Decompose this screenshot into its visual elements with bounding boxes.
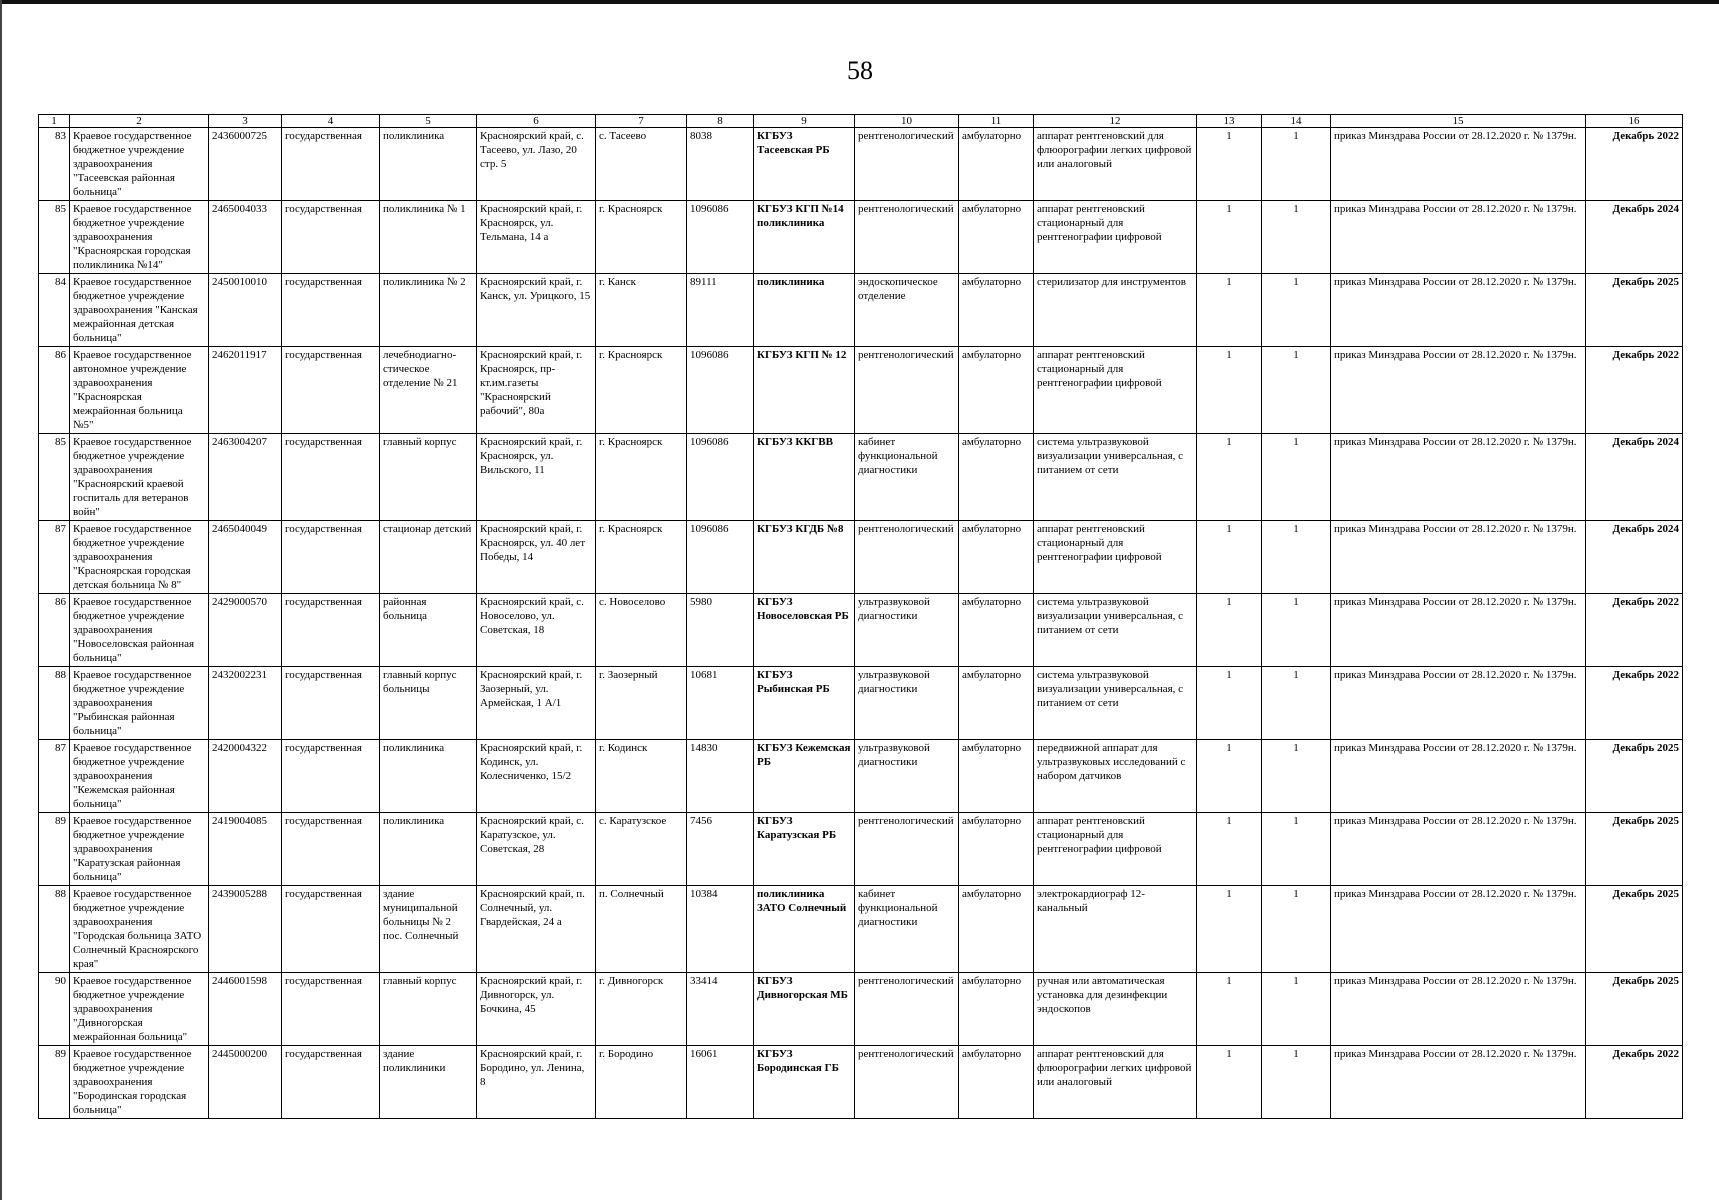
department-cell: рентгенологический <box>855 201 959 274</box>
subdivision-cell: поликлиника № 1 <box>380 201 477 274</box>
inn-cell: 2463004207 <box>209 434 282 521</box>
short-name-cell: поликлиника ЗАТО Солнечный <box>754 886 855 973</box>
regulation-cell: приказ Минздрава России от 28.12.2020 г. № 1379н. <box>1331 274 1586 347</box>
column-header: 12 <box>1034 115 1197 128</box>
due-date-cell: Декабрь 2025 <box>1586 973 1683 1046</box>
population-cell: 1096086 <box>687 201 754 274</box>
subdivision-cell: главный корпус <box>380 973 477 1046</box>
row-number-cell: 87 <box>39 740 70 813</box>
inn-cell: 2446001598 <box>209 973 282 1046</box>
care-mode-cell: амбулаторно <box>959 973 1034 1046</box>
row-number-cell: 83 <box>39 128 70 201</box>
due-date-cell: Декабрь 2024 <box>1586 521 1683 594</box>
row-number-cell: 84 <box>39 274 70 347</box>
regulation-cell: приказ Минздрава России от 28.12.2020 г. № 1379н. <box>1331 128 1586 201</box>
locality-cell: г. Красноярск <box>596 347 687 434</box>
short-name-cell: КГБУЗ Бородинская ГБ <box>754 1046 855 1119</box>
quantity-required-cell: 1 <box>1197 1046 1262 1119</box>
short-name-cell: КГБУЗ Рыбинская РБ <box>754 667 855 740</box>
row-number-cell: 85 <box>39 434 70 521</box>
row-number-cell: 89 <box>39 1046 70 1119</box>
address-cell: Красноярский край, г. Красноярск, ул. 40 лет Победы, 14 <box>477 521 596 594</box>
equipment-cell: система ультразвуковой визуализации универсальная, с питанием от сети <box>1034 434 1197 521</box>
quantity-planned-cell: 1 <box>1262 521 1331 594</box>
short-name-cell: КГБУЗ КГП №14 поликлиника <box>754 201 855 274</box>
population-cell: 1096086 <box>687 347 754 434</box>
ownership-type-cell: государственная <box>282 667 380 740</box>
due-date-cell: Декабрь 2025 <box>1586 740 1683 813</box>
quantity-required-cell: 1 <box>1197 274 1262 347</box>
organization-cell: Краевое государственное бюджетное учреждение здравоохранения "Красноярская городская поликлиника №14" <box>70 201 209 274</box>
quantity-required-cell: 1 <box>1197 434 1262 521</box>
address-cell: Красноярский край, п. Солнечный, ул. Гвардейская, 24 а <box>477 886 596 973</box>
short-name-cell: КГБУЗ Новоселовская РБ <box>754 594 855 667</box>
population-cell: 10384 <box>687 886 754 973</box>
quantity-required-cell: 1 <box>1197 886 1262 973</box>
short-name-cell: КГБУЗ КГДБ №8 <box>754 521 855 594</box>
locality-cell: г. Красноярск <box>596 201 687 274</box>
organization-cell: Краевое государственное бюджетное учреждение здравоохранения "Кежемская районная больница" <box>70 740 209 813</box>
equipment-cell: аппарат рентгеновский стационарный для рентгенографии цифровой <box>1034 521 1197 594</box>
organization-cell: Краевое государственное бюджетное учреждение здравоохранения "Городская больница ЗАТО Солнечный Красноярского края" <box>70 886 209 973</box>
department-cell: рентгенологический <box>855 813 959 886</box>
equipment-cell: аппарат рентгеновский стационарный для рентгенографии цифровой <box>1034 347 1197 434</box>
organization-cell: Краевое государственное бюджетное учреждение здравоохранения "Новоселовская районная больница" <box>70 594 209 667</box>
subdivision-cell: здание поликлиники <box>380 1046 477 1119</box>
equipment-cell: система ультразвуковой визуализации универсальная, с питанием от сети <box>1034 594 1197 667</box>
row-number-cell: 88 <box>39 667 70 740</box>
department-cell: эндоскопическое отделение <box>855 274 959 347</box>
equipment-cell: система ультразвуковой визуализации универсальная, с питанием от сети <box>1034 667 1197 740</box>
care-mode-cell: амбулаторно <box>959 434 1034 521</box>
address-cell: Красноярский край, г. Дивногорск, ул. Бочкина, 45 <box>477 973 596 1046</box>
organization-cell: Краевое государственное бюджетное учреждение здравоохранения "Каратузская районная больница" <box>70 813 209 886</box>
department-cell: рентгенологический <box>855 347 959 434</box>
quantity-planned-cell: 1 <box>1262 128 1331 201</box>
quantity-planned-cell: 1 <box>1262 201 1331 274</box>
due-date-cell: Декабрь 2022 <box>1586 347 1683 434</box>
subdivision-cell: здание муниципальной больницы № 2 пос. Солнечный <box>380 886 477 973</box>
care-mode-cell: амбулаторно <box>959 201 1034 274</box>
regulation-cell: приказ Минздрава России от 28.12.2020 г. № 1379н. <box>1331 1046 1586 1119</box>
table-row <box>39 128 1683 201</box>
regulation-cell: приказ Минздрава России от 28.12.2020 г. № 1379н. <box>1331 521 1586 594</box>
care-mode-cell: амбулаторно <box>959 274 1034 347</box>
inn-cell: 2419004085 <box>209 813 282 886</box>
column-header: 7 <box>596 115 687 128</box>
address-cell: Красноярский край, г. Бородино, ул. Ленина, 8 <box>477 1046 596 1119</box>
column-header: 16 <box>1586 115 1683 128</box>
quantity-required-cell: 1 <box>1197 347 1262 434</box>
department-cell: рентгенологический <box>855 973 959 1046</box>
regulation-cell: приказ Минздрава России от 28.12.2020 г. № 1379н. <box>1331 740 1586 813</box>
inn-cell: 2445000200 <box>209 1046 282 1119</box>
care-mode-cell: амбулаторно <box>959 740 1034 813</box>
quantity-planned-cell: 1 <box>1262 667 1331 740</box>
column-header: 13 <box>1197 115 1262 128</box>
due-date-cell: Декабрь 2022 <box>1586 128 1683 201</box>
quantity-required-cell: 1 <box>1197 973 1262 1046</box>
equipment-cell: ручная или автоматическая установка для дезинфекции эндоскопов <box>1034 973 1197 1046</box>
short-name-cell: поликлиника <box>754 274 855 347</box>
inn-cell: 2439005288 <box>209 886 282 973</box>
regulation-cell: приказ Минздрава России от 28.12.2020 г. № 1379н. <box>1331 973 1586 1046</box>
ownership-type-cell: государственная <box>282 813 380 886</box>
locality-cell: г. Дивногорск <box>596 973 687 1046</box>
ownership-type-cell: государственная <box>282 740 380 813</box>
population-cell: 1096086 <box>687 521 754 594</box>
equipment-cell: передвижной аппарат для ультразвуковых исследований с набором датчиков <box>1034 740 1197 813</box>
due-date-cell: Декабрь 2022 <box>1586 1046 1683 1119</box>
locality-cell: с. Тасеево <box>596 128 687 201</box>
equipment-cell: аппарат рентгеновский для флюорографии легких цифровой или аналоговый <box>1034 128 1197 201</box>
inn-cell: 2465040049 <box>209 521 282 594</box>
population-cell: 5980 <box>687 594 754 667</box>
equipment-cell: стерилизатор для инструментов <box>1034 274 1197 347</box>
department-cell: рентгенологический <box>855 521 959 594</box>
ownership-type-cell: государственная <box>282 594 380 667</box>
inn-cell: 2462011917 <box>209 347 282 434</box>
subdivision-cell: поликлиника <box>380 128 477 201</box>
quantity-planned-cell: 1 <box>1262 274 1331 347</box>
quantity-planned-cell: 1 <box>1262 434 1331 521</box>
address-cell: Красноярский край, г. Красноярск, ул. Вильского, 11 <box>477 434 596 521</box>
table-row <box>39 813 1683 886</box>
ownership-type-cell: государственная <box>282 434 380 521</box>
population-cell: 33414 <box>687 973 754 1046</box>
subdivision-cell: поликлиника <box>380 740 477 813</box>
address-cell: Красноярский край, г. Красноярск, ул. Тельмана, 14 а <box>477 201 596 274</box>
population-cell: 1096086 <box>687 434 754 521</box>
regulation-cell: приказ Минздрава России от 28.12.2020 г. № 1379н. <box>1331 594 1586 667</box>
column-header: 8 <box>687 115 754 128</box>
row-number-cell: 87 <box>39 521 70 594</box>
quantity-planned-cell: 1 <box>1262 973 1331 1046</box>
column-header: 10 <box>855 115 959 128</box>
ownership-type-cell: государственная <box>282 347 380 434</box>
column-header: 4 <box>282 115 380 128</box>
table-row <box>39 274 1683 347</box>
row-number-cell: 90 <box>39 973 70 1046</box>
care-mode-cell: амбулаторно <box>959 1046 1034 1119</box>
care-mode-cell: амбулаторно <box>959 813 1034 886</box>
address-cell: Красноярский край, г. Заозерный, ул. Армейская, 1 А/1 <box>477 667 596 740</box>
table-row <box>39 740 1683 813</box>
inn-cell: 2429000570 <box>209 594 282 667</box>
quantity-planned-cell: 1 <box>1262 813 1331 886</box>
population-cell: 8038 <box>687 128 754 201</box>
equipment-register-table <box>38 114 1683 1119</box>
scan-top-edge <box>0 0 1719 4</box>
locality-cell: с. Каратузское <box>596 813 687 886</box>
due-date-cell: Декабрь 2025 <box>1586 886 1683 973</box>
quantity-planned-cell: 1 <box>1262 594 1331 667</box>
table-row <box>39 201 1683 274</box>
column-header: 9 <box>754 115 855 128</box>
department-cell: ультразвуковой диагностики <box>855 740 959 813</box>
regulation-cell: приказ Минздрава России от 28.12.2020 г. № 1379н. <box>1331 201 1586 274</box>
due-date-cell: Декабрь 2025 <box>1586 274 1683 347</box>
regulation-cell: приказ Минздрава России от 28.12.2020 г. № 1379н. <box>1331 347 1586 434</box>
equipment-cell: электрокардиограф 12-канальный <box>1034 886 1197 973</box>
table-row <box>39 973 1683 1046</box>
organization-cell: Краевое государственное бюджетное учреждение здравоохранения "Бородинская городская больница" <box>70 1046 209 1119</box>
address-cell: Красноярский край, с. Тасеево, ул. Лазо, 20 стр. 5 <box>477 128 596 201</box>
due-date-cell: Декабрь 2024 <box>1586 434 1683 521</box>
ownership-type-cell: государственная <box>282 973 380 1046</box>
ownership-type-cell: государственная <box>282 128 380 201</box>
subdivision-cell: главный корпус больницы <box>380 667 477 740</box>
inn-cell: 2436000725 <box>209 128 282 201</box>
locality-cell: п. Солнечный <box>596 886 687 973</box>
subdivision-cell: районная больница <box>380 594 477 667</box>
care-mode-cell: амбулаторно <box>959 886 1034 973</box>
scan-left-edge <box>0 0 2 1200</box>
organization-cell: Краевое государственное автономное учреждение здравоохранения "Красноярская межрайонная больница №5" <box>70 347 209 434</box>
care-mode-cell: амбулаторно <box>959 128 1034 201</box>
row-number-cell: 88 <box>39 886 70 973</box>
column-header: 3 <box>209 115 282 128</box>
quantity-required-cell: 1 <box>1197 594 1262 667</box>
due-date-cell: Декабрь 2022 <box>1586 667 1683 740</box>
department-cell: рентгенологический <box>855 128 959 201</box>
subdivision-cell: поликлиника № 2 <box>380 274 477 347</box>
quantity-required-cell: 1 <box>1197 201 1262 274</box>
quantity-planned-cell: 1 <box>1262 886 1331 973</box>
table-row <box>39 594 1683 667</box>
inn-cell: 2420004322 <box>209 740 282 813</box>
short-name-cell: КГБУЗ Дивногорская МБ <box>754 973 855 1046</box>
department-cell: кабинет функциональной диагностики <box>855 886 959 973</box>
organization-cell: Краевое государственное бюджетное учреждение здравоохранения "Красноярская городская детская больница № 8" <box>70 521 209 594</box>
row-number-cell: 85 <box>39 201 70 274</box>
department-cell: ультразвуковой диагностики <box>855 594 959 667</box>
locality-cell: г. Красноярск <box>596 521 687 594</box>
column-number-row <box>39 115 1683 128</box>
quantity-planned-cell: 1 <box>1262 740 1331 813</box>
care-mode-cell: амбулаторно <box>959 347 1034 434</box>
ownership-type-cell: государственная <box>282 1046 380 1119</box>
care-mode-cell: амбулаторно <box>959 667 1034 740</box>
column-header: 5 <box>380 115 477 128</box>
subdivision-cell: лечебнодиагно-стическое отделение № 21 <box>380 347 477 434</box>
row-number-cell: 86 <box>39 347 70 434</box>
population-cell: 89111 <box>687 274 754 347</box>
short-name-cell: КГБУЗ ККГВВ <box>754 434 855 521</box>
ownership-type-cell: государственная <box>282 886 380 973</box>
equipment-cell: аппарат рентгеновский стационарный для рентгенографии цифровой <box>1034 813 1197 886</box>
population-cell: 16061 <box>687 1046 754 1119</box>
population-cell: 14830 <box>687 740 754 813</box>
column-header: 2 <box>70 115 209 128</box>
population-cell: 7456 <box>687 813 754 886</box>
locality-cell: г. Красноярск <box>596 434 687 521</box>
quantity-required-cell: 1 <box>1197 813 1262 886</box>
table-row <box>39 521 1683 594</box>
quantity-required-cell: 1 <box>1197 667 1262 740</box>
due-date-cell: Декабрь 2024 <box>1586 201 1683 274</box>
organization-cell: Краевое государственное бюджетное учреждение здравоохранения "Дивногорская межрайонная больница" <box>70 973 209 1046</box>
quantity-required-cell: 1 <box>1197 128 1262 201</box>
subdivision-cell: поликлиника <box>380 813 477 886</box>
table-row <box>39 434 1683 521</box>
locality-cell: г. Кодинск <box>596 740 687 813</box>
organization-cell: Краевое государственное бюджетное учреждение здравоохранения "Канская межрайонная детская больница" <box>70 274 209 347</box>
care-mode-cell: амбулаторно <box>959 521 1034 594</box>
address-cell: Красноярский край, с. Каратузское, ул. Советская, 28 <box>477 813 596 886</box>
department-cell: кабинет функциональной диагностики <box>855 434 959 521</box>
table-row <box>39 886 1683 973</box>
column-header: 11 <box>959 115 1034 128</box>
population-cell: 10681 <box>687 667 754 740</box>
short-name-cell: КГБУЗ Каратузская РБ <box>754 813 855 886</box>
short-name-cell: КГБУЗ Тасеевская РБ <box>754 128 855 201</box>
page-number: 58 <box>847 56 873 85</box>
equipment-cell: аппарат рентгеновский для флюорографии легких цифровой или аналоговый <box>1034 1046 1197 1119</box>
short-name-cell: КГБУЗ КГП № 12 <box>754 347 855 434</box>
quantity-required-cell: 1 <box>1197 740 1262 813</box>
locality-cell: г. Бородино <box>596 1046 687 1119</box>
locality-cell: с. Новоселово <box>596 594 687 667</box>
regulation-cell: приказ Минздрава России от 28.12.2020 г. № 1379н. <box>1331 434 1586 521</box>
quantity-planned-cell: 1 <box>1262 1046 1331 1119</box>
short-name-cell: КГБУЗ Кежемская РБ <box>754 740 855 813</box>
organization-cell: Краевое государственное бюджетное учреждение здравоохранения "Рыбинская районная больница" <box>70 667 209 740</box>
department-cell: ультразвуковой диагностики <box>855 667 959 740</box>
ownership-type-cell: государственная <box>282 521 380 594</box>
ownership-type-cell: государственная <box>282 201 380 274</box>
organization-cell: Краевое государственное бюджетное учреждение здравоохранения "Красноярский краевой госпиталь для ветеранов войн" <box>70 434 209 521</box>
address-cell: Красноярский край, г. Красноярск, пр-кт.им.газеты "Красноярский рабочий", 80а <box>477 347 596 434</box>
register-body <box>39 128 1683 1119</box>
care-mode-cell: амбулаторно <box>959 594 1034 667</box>
organization-cell: Краевое государственное бюджетное учреждение здравоохранения "Тасеевская районная больница" <box>70 128 209 201</box>
locality-cell: г. Канск <box>596 274 687 347</box>
table-row <box>39 1046 1683 1119</box>
row-number-cell: 89 <box>39 813 70 886</box>
inn-cell: 2432002231 <box>209 667 282 740</box>
table-row <box>39 347 1683 434</box>
subdivision-cell: стационар детский <box>380 521 477 594</box>
locality-cell: г. Заозерный <box>596 667 687 740</box>
column-header: 1 <box>39 115 70 128</box>
column-header: 6 <box>477 115 596 128</box>
department-cell: рентгенологический <box>855 1046 959 1119</box>
quantity-planned-cell: 1 <box>1262 347 1331 434</box>
column-header: 14 <box>1262 115 1331 128</box>
inn-cell: 2465004033 <box>209 201 282 274</box>
table-row <box>39 667 1683 740</box>
regulation-cell: приказ Минздрава России от 28.12.2020 г. № 1379н. <box>1331 667 1586 740</box>
address-cell: Красноярский край, с. Новоселово, ул. Советская, 18 <box>477 594 596 667</box>
inn-cell: 2450010010 <box>209 274 282 347</box>
row-number-cell: 86 <box>39 594 70 667</box>
due-date-cell: Декабрь 2022 <box>1586 594 1683 667</box>
regulation-cell: приказ Минздрава России от 28.12.2020 г. № 1379н. <box>1331 813 1586 886</box>
address-cell: Красноярский край, г. Канск, ул. Урицкого, 15 <box>477 274 596 347</box>
quantity-required-cell: 1 <box>1197 521 1262 594</box>
address-cell: Красноярский край, г. Кодинск, ул. Колесниченко, 15/2 <box>477 740 596 813</box>
regulation-cell: приказ Минздрава России от 28.12.2020 г. № 1379н. <box>1331 886 1586 973</box>
ownership-type-cell: государственная <box>282 274 380 347</box>
due-date-cell: Декабрь 2025 <box>1586 813 1683 886</box>
column-header: 15 <box>1331 115 1586 128</box>
equipment-cell: аппарат рентгеновский стационарный для рентгенографии цифровой <box>1034 201 1197 274</box>
subdivision-cell: главный корпус <box>380 434 477 521</box>
